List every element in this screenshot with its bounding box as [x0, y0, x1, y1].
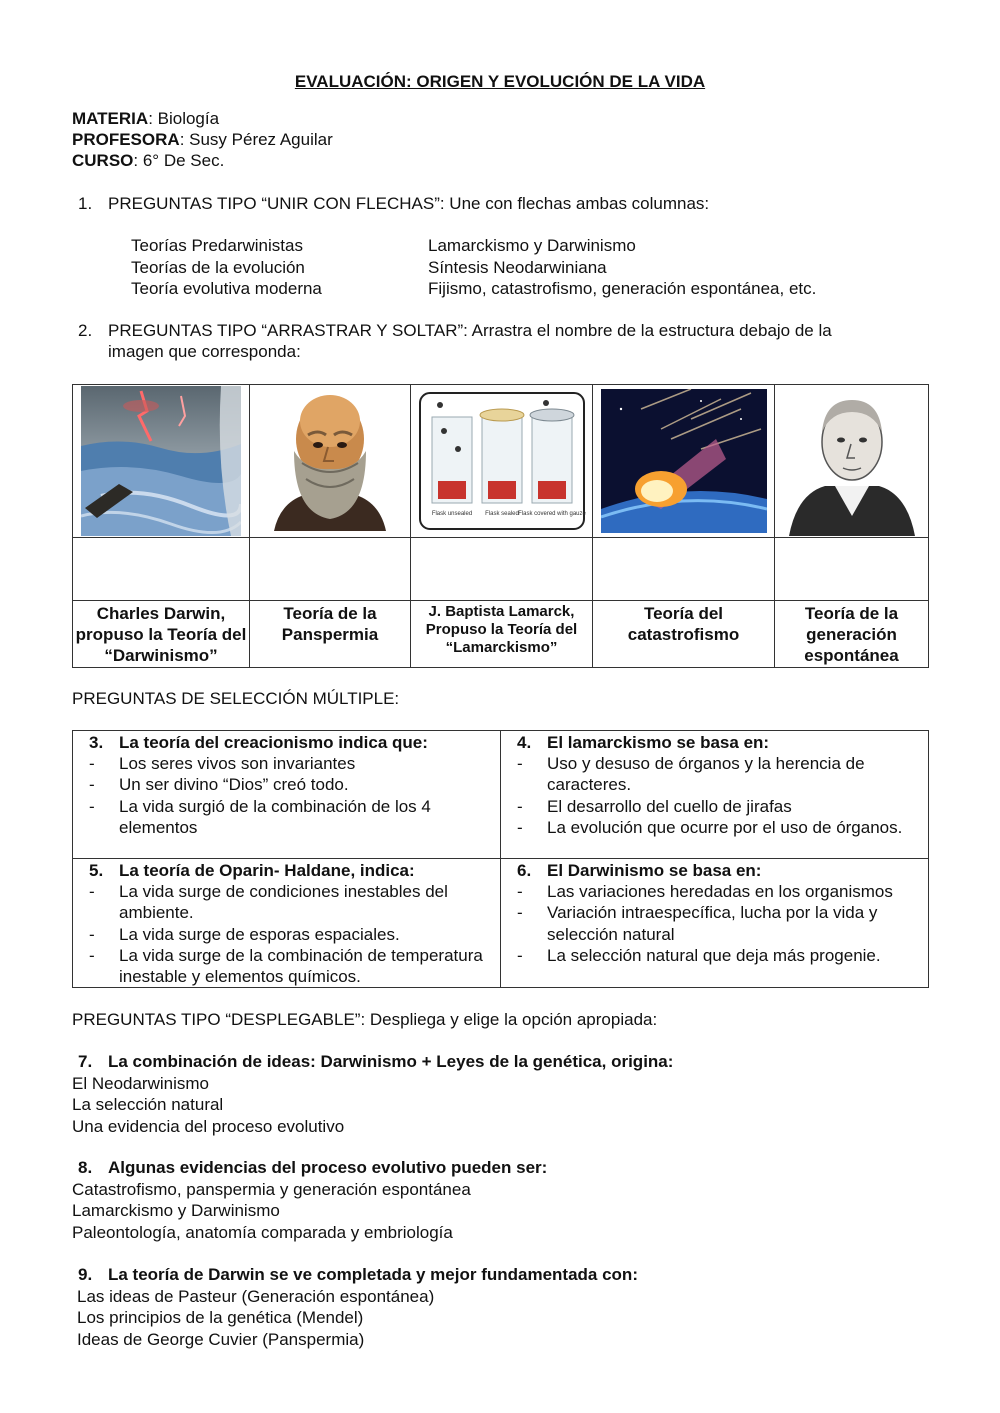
option-text: La vida surgió de la combinación de los 4 elementos	[119, 796, 431, 837]
option[interactable]: - La selección natural que deja más progenie.	[517, 945, 881, 965]
option-text: La evolución que ocurre por el uso de órganos.	[547, 817, 903, 837]
question-7-number: 7.	[78, 1052, 93, 1071]
option[interactable]: - La vida surge de la combinación de temperatura inestable y elementos químicos.	[89, 945, 492, 987]
option-text: Un ser divino “Dios” creó todo.	[119, 775, 349, 795]
match-left-item[interactable]: Teorías Predarwinistas	[131, 236, 303, 255]
drop-zone[interactable]	[775, 538, 929, 601]
flask-label-gauze: Flask covered with gauze	[517, 511, 586, 517]
question-7	[78, 1052, 673, 1072]
match-right-item[interactable]: Fijismo, catastrofismo, generación espontánea, etc.	[428, 279, 817, 298]
match-right-item[interactable]: Síntesis Neodarwiniana	[428, 257, 607, 277]
match-left-item[interactable]: Teorías de la evolución	[131, 257, 305, 277]
meteor-shower-earth-image	[601, 389, 767, 533]
question-9	[78, 1265, 638, 1285]
question-6-number: 6.	[517, 861, 532, 880]
option-text: Los seres vivos son invariantes	[119, 754, 356, 774]
drop-zone[interactable]	[411, 538, 593, 601]
dropdown-option[interactable]: Paleontología, anatomía comparada y embriología	[72, 1222, 453, 1242]
option[interactable]: - Los seres vivos son invariantes	[89, 754, 356, 774]
materia-label: MATERIA	[72, 109, 149, 128]
question-4-text: El lamarckismo se basa en:	[547, 733, 770, 752]
option[interactable]: - La vida surge de condiciones inestables del ambiente.	[89, 881, 492, 923]
question-6-text: El Darwinismo se basa en:	[547, 861, 762, 880]
image-cell	[250, 385, 411, 538]
flask-label-unsealed: Flask unsealed	[431, 511, 472, 517]
curso-value: : 6° De Sec.	[133, 151, 225, 170]
charles-darwin-portrait-image	[264, 391, 396, 531]
option-text: La vida surge de condiciones inestables del ambiente.	[119, 882, 448, 923]
option-text: Las variaciones heredadas en los organismos	[547, 882, 893, 902]
question-8-number: 8.	[78, 1158, 93, 1177]
image-cell	[411, 385, 593, 538]
drag-label[interactable]: Teoría de la generación espontánea	[775, 601, 929, 668]
image-cell	[73, 385, 250, 538]
drag-label[interactable]: Teoría de la Panspermia	[250, 601, 411, 668]
question-1	[78, 194, 709, 214]
option[interactable]: - Un ser divino “Dios” creó todo.	[89, 775, 349, 795]
flask-label-sealed: Flask sealed	[484, 511, 519, 517]
image-cell	[593, 385, 775, 538]
image-cell	[775, 385, 929, 538]
materia-value: : Biología	[148, 109, 220, 128]
match-left-item[interactable]: Teoría evolutiva moderna	[131, 279, 322, 298]
question-7-options	[72, 1073, 344, 1137]
dropdown-option[interactable]: Ideas de George Cuvier (Panspermia)	[77, 1329, 365, 1349]
option[interactable]: - La vida surgió de la combinación de los 4 elementos	[89, 796, 492, 838]
question-2	[78, 320, 832, 362]
question-2-line2: imagen que corresponda:	[108, 342, 301, 361]
question-2-line1: PREGUNTAS TIPO “ARRASTRAR Y SOLTAR”: Arrastra el nombre de la estructura debajo de la	[108, 321, 832, 340]
match-right-item[interactable]: Lamarckismo y Darwinismo	[428, 236, 636, 255]
question-8	[78, 1158, 547, 1178]
question-5-cell	[73, 859, 501, 988]
option[interactable]: - El desarrollo del cuello de jirafas	[517, 796, 792, 816]
question-5-number: 5.	[89, 861, 104, 880]
option[interactable]: - Las variaciones heredadas en los organismos	[517, 882, 893, 902]
match-columns	[131, 235, 816, 300]
drop-zone[interactable]	[73, 538, 250, 601]
option-text: Variación intraespecífica, lucha por la vida y selección natural	[547, 903, 878, 944]
question-9-text: La teoría de Darwin se ve completada y mejor fundamentada con:	[108, 1265, 638, 1284]
dropdown-option[interactable]: Catastrofismo, panspermia y generación espontánea	[72, 1180, 471, 1199]
multiple-choice-table	[72, 730, 929, 988]
profesora-value: : Susy Pérez Aguilar	[179, 130, 333, 149]
question-8-text: Algunas evidencias del proceso evolutivo pueden ser:	[108, 1158, 548, 1177]
dropdown-option[interactable]: Las ideas de Pasteur (Generación espontánea)	[77, 1287, 435, 1306]
option-text: La vida surge de esporas espaciales.	[119, 924, 400, 944]
curso-label: CURSO	[72, 151, 134, 170]
question-4-cell	[501, 731, 929, 859]
question-7-text: La combinación de ideas: Darwinismo + Leyes de la genética, origina:	[108, 1052, 674, 1071]
dropdown-option[interactable]: La selección natural	[72, 1095, 224, 1115]
header-meta	[72, 108, 333, 171]
drag-label[interactable]: Teoría del catastrofismo	[593, 601, 775, 668]
question-9-options	[77, 1286, 434, 1350]
question-3-cell	[73, 731, 501, 859]
drop-zone[interactable]	[250, 538, 411, 601]
lamarck-portrait-image	[785, 386, 919, 536]
profesora-label: PROFESORA	[72, 130, 180, 149]
drop-zone[interactable]	[593, 538, 775, 601]
option-text: La selección natural que deja más progenie.	[547, 945, 881, 965]
option[interactable]: - La vida surge de esporas espaciales.	[89, 924, 400, 944]
question-1-number: 1.	[78, 194, 93, 213]
drag-label[interactable]: Charles Darwin, propuso la Teoría del “Darwinismo”	[73, 601, 250, 668]
question-1-text: PREGUNTAS TIPO “UNIR CON FLECHAS”: Une con flechas ambas columnas:	[108, 194, 710, 213]
question-4-number: 4.	[517, 733, 532, 752]
drag-drop-table	[72, 384, 929, 668]
option[interactable]: - La evolución que ocurre por el uso de órganos.	[517, 817, 903, 837]
dropdown-option[interactable]: Una evidencia del proceso evolutivo	[72, 1116, 345, 1136]
redi-flask-experiment-image	[418, 391, 586, 531]
option-text: Uso y desuso de órganos y la herencia de caracteres.	[547, 754, 865, 795]
option-text: La vida surge de la combinación de temperatura inestable y elementos químicos.	[119, 945, 483, 987]
dropdown-option[interactable]: El Neodarwinismo	[72, 1074, 209, 1093]
question-8-options	[72, 1179, 471, 1243]
question-6-cell	[501, 859, 929, 988]
option-text: El desarrollo del cuello de jirafas	[547, 796, 792, 816]
question-3-text: La teoría del creacionismo indica que:	[119, 733, 428, 752]
dropdown-option[interactable]: Los principios de la genética (Mendel)	[77, 1308, 364, 1328]
multiple-choice-title: PREGUNTAS DE SELECCIÓN MÚLTIPLE:	[72, 689, 400, 708]
page-title: EVALUACIÓN: ORIGEN Y EVOLUCIÓN DE LA VIDA	[294, 72, 706, 91]
drag-label[interactable]: J. Baptista Lamarck, Propuso la Teoría del “Lamarckismo”	[411, 601, 593, 668]
option[interactable]: - Uso y desuso de órganos y la herencia de caracteres.	[517, 753, 920, 795]
question-5-text: La teoría de Oparin- Haldane, indica:	[119, 861, 415, 880]
option[interactable]: - Variación intraespecífica, lucha por la vida y selección natural	[517, 902, 920, 944]
primordial-ocean-lightning-image	[81, 386, 241, 536]
question-3-number: 3.	[89, 733, 104, 752]
question-9-number: 9.	[78, 1265, 93, 1284]
dropdown-title: PREGUNTAS TIPO “DESPLEGABLE”: Despliega y elige la opción apropiada:	[72, 1010, 658, 1029]
question-2-number: 2.	[78, 321, 93, 340]
dropdown-option[interactable]: Lamarckismo y Darwinismo	[72, 1201, 280, 1221]
